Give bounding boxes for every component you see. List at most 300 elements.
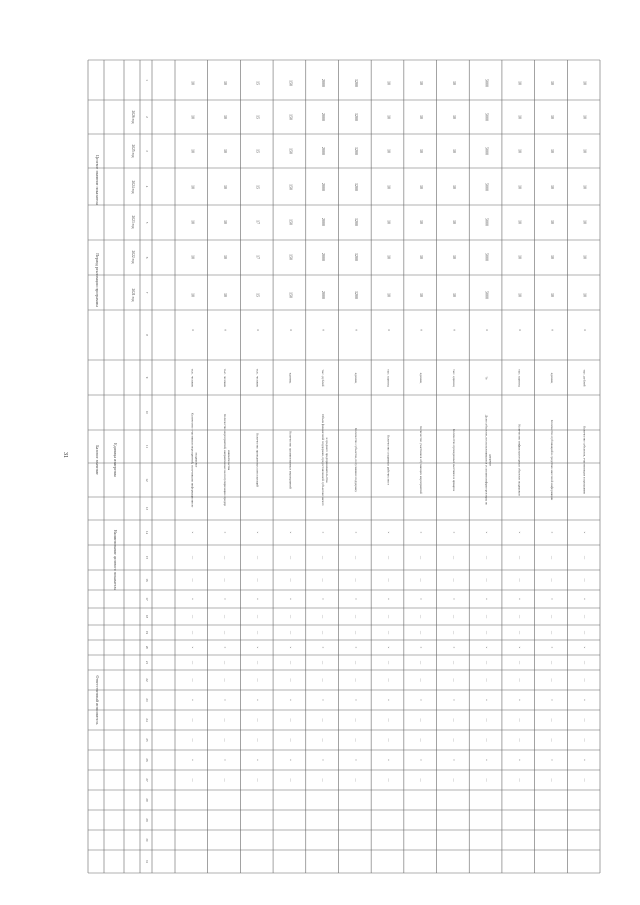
row-marker: × <box>255 646 260 649</box>
row-year-value: 10 <box>549 115 555 119</box>
row-marker: — <box>255 778 260 782</box>
column-number: 22 <box>145 678 149 682</box>
row-marker: — <box>255 578 260 582</box>
row-marker: — <box>321 630 326 635</box>
row-year-value: 15 <box>255 185 261 189</box>
row-marker: — <box>517 718 522 722</box>
row-marker: × <box>386 759 391 761</box>
row-marker: — <box>288 555 293 560</box>
row-marker: — <box>321 738 326 742</box>
row-marker: — <box>223 630 228 635</box>
row-marker: × <box>353 699 358 701</box>
row-marker: × <box>255 598 260 600</box>
row-marker: × <box>223 759 228 761</box>
row-marker: — <box>255 660 260 665</box>
row-indicator-name-cont: и среднего предпринимательства <box>325 437 330 483</box>
column-number: 14 <box>145 530 149 535</box>
row-year-value: 5000 <box>484 291 490 299</box>
row-marker: × <box>419 699 424 701</box>
row-marker: — <box>288 578 293 582</box>
row-marker: — <box>223 578 228 582</box>
row-marker: × <box>321 531 326 534</box>
column-number: 29 <box>145 818 149 822</box>
row-marker: — <box>451 738 456 742</box>
column-number: 13 <box>145 506 149 511</box>
header-final-value: Целевое значение показателя <box>95 155 100 205</box>
row-marker: × <box>386 598 391 600</box>
header-indicator-name: Наименование целевого показателя <box>113 529 118 591</box>
row-marker: — <box>353 555 358 560</box>
row-unit: % <box>484 376 489 380</box>
row-year-value: 5000 <box>484 253 490 261</box>
row-year-value: 10 <box>223 115 229 119</box>
column-number: 16 <box>145 578 149 582</box>
row-marker: — <box>386 738 391 742</box>
row-marker: — <box>321 578 326 582</box>
row-marker: — <box>451 630 456 635</box>
row-marker: × <box>549 699 554 701</box>
row-marker: × <box>582 646 587 649</box>
row-year-value: 10 <box>451 185 457 189</box>
row-final-value: 10 <box>451 81 457 85</box>
row-year-value: 150 <box>288 148 294 154</box>
row-unit: тыс. единиц <box>386 369 391 387</box>
row-year-value: 10 <box>386 293 392 297</box>
row-base-value: × <box>517 328 523 332</box>
row-marker: — <box>549 578 554 582</box>
row-marker: × <box>386 646 391 649</box>
column-number: 4 <box>145 185 149 188</box>
row-indicator-name: Количество созданных рабочих мест <box>386 435 391 485</box>
row-marker: — <box>190 578 195 582</box>
column-number: 8 <box>145 334 149 336</box>
row-year-value: 10 <box>223 220 229 224</box>
row-final-value: 10 <box>517 81 523 85</box>
column-number: 5 <box>145 221 149 224</box>
row-marker: — <box>549 738 554 742</box>
row-marker: — <box>484 718 489 722</box>
row-year-value: 10 <box>517 149 523 153</box>
header-year-4: 2024 год <box>131 180 135 194</box>
row-base-value: × <box>484 328 490 332</box>
row-year-value: 10 <box>582 149 588 153</box>
row-year-value: 15 <box>255 115 261 119</box>
header-year-2: 2022 год <box>131 250 135 264</box>
row-marker: — <box>549 614 554 619</box>
row-marker: — <box>386 614 391 619</box>
row-marker: × <box>288 646 293 649</box>
row-marker: × <box>517 759 522 761</box>
row-indicator-name: Объем финансовой поддержки, предоставленной субъектам малого <box>321 414 326 506</box>
row-marker: — <box>582 718 587 722</box>
column-number: 31 <box>145 859 149 864</box>
row-marker: × <box>484 598 489 600</box>
row-marker: × <box>517 598 522 600</box>
row-marker: — <box>419 678 424 682</box>
row-unit: единиц <box>419 372 424 384</box>
row-indicator-name-cont: инимательства <box>227 450 232 470</box>
row-marker: × <box>353 598 358 600</box>
row-unit: единиц <box>353 372 358 384</box>
row-year-value: 10 <box>549 149 555 153</box>
row-marker: — <box>190 778 195 782</box>
row-marker: — <box>321 555 326 560</box>
row-year-value: 150 <box>288 292 294 298</box>
row-marker: × <box>484 759 489 761</box>
row-marker: — <box>419 718 424 722</box>
row-marker: — <box>549 678 554 682</box>
row-year-value: 10 <box>549 255 555 259</box>
column-number: 1 <box>145 79 149 81</box>
column-number: 18 <box>145 614 149 619</box>
row-marker: — <box>549 660 554 665</box>
row-final-value: 2000 <box>321 79 327 87</box>
row-marker: — <box>484 660 489 665</box>
row-marker: × <box>517 531 522 534</box>
header-program-years: Период реализации программы <box>95 253 100 307</box>
row-marker: — <box>223 614 228 619</box>
row-year-value: 2000 <box>321 291 327 299</box>
row-marker: — <box>419 630 424 635</box>
row-year-value: 150 <box>288 184 294 190</box>
row-indicator-name: Количество инфраструктурных объектов поддержки <box>517 424 522 496</box>
row-marker: — <box>451 718 456 722</box>
row-marker: — <box>484 630 489 635</box>
row-year-value: 2000 <box>321 218 327 226</box>
row-marker: × <box>321 646 326 649</box>
row-marker: — <box>321 660 326 665</box>
row-year-value: 5000 <box>484 147 490 155</box>
row-indicator-name: Количество организованных мероприятий <box>288 431 293 489</box>
row-marker: × <box>223 598 228 600</box>
column-number: 2 <box>145 116 149 118</box>
row-final-value: 10 <box>549 81 555 85</box>
row-marker: — <box>419 555 424 560</box>
row-marker: × <box>451 531 456 534</box>
row-marker: — <box>582 678 587 682</box>
header-year-1: 2021 год <box>131 288 135 302</box>
row-marker: × <box>386 531 391 534</box>
row-marker: — <box>190 630 195 635</box>
row-year-value: 10 <box>582 255 588 259</box>
row-year-value: 10 <box>517 293 523 297</box>
row-marker: — <box>321 678 326 682</box>
column-number: 30 <box>145 838 149 842</box>
row-marker: — <box>517 678 522 682</box>
row-marker: — <box>223 778 228 782</box>
row-marker: × <box>451 598 456 600</box>
row-marker: × <box>223 531 228 534</box>
row-final-value: 1200 <box>353 79 359 87</box>
row-year-value: 1200 <box>353 218 359 226</box>
row-base-value: × <box>223 328 229 332</box>
row-marker: × <box>190 699 195 701</box>
row-marker: — <box>353 660 358 665</box>
column-number: 24 <box>145 718 149 722</box>
row-marker: × <box>353 531 358 534</box>
row-marker: — <box>353 738 358 742</box>
row-year-value: 10 <box>451 255 457 259</box>
header-year-6: 2026 год <box>131 110 135 124</box>
row-year-value: 10 <box>419 115 425 119</box>
row-marker: — <box>288 614 293 619</box>
row-unit: тыс. единиц <box>517 369 522 387</box>
row-marker: — <box>321 718 326 722</box>
row-marker: × <box>517 699 522 701</box>
row-base-value: × <box>549 328 555 332</box>
row-marker: — <box>190 678 195 682</box>
row-final-value: 5000 <box>484 79 490 87</box>
row-year-value: 2000 <box>321 253 327 261</box>
row-marker: — <box>255 614 260 619</box>
row-marker: × <box>353 646 358 649</box>
row-marker: — <box>549 630 554 635</box>
row-marker: × <box>451 759 456 761</box>
row-marker: — <box>517 555 522 560</box>
row-marker: — <box>484 578 489 582</box>
row-marker: — <box>223 678 228 682</box>
row-year-value: 10 <box>223 255 229 259</box>
row-year-value: 10 <box>386 185 392 189</box>
row-marker: — <box>190 718 195 722</box>
row-marker: — <box>419 738 424 742</box>
row-year-value: 1200 <box>353 253 359 261</box>
row-base-value: × <box>288 328 294 332</box>
row-indicator-name-cont: ддержки <box>488 454 493 466</box>
row-year-value: 10 <box>190 255 196 259</box>
row-marker: — <box>190 614 195 619</box>
row-base-value: × <box>451 328 457 332</box>
row-base-value: × <box>255 328 261 332</box>
row-unit: единиц <box>288 372 293 384</box>
row-year-value: 17 <box>255 255 261 259</box>
row-unit: тыс. человек <box>190 368 195 388</box>
row-marker: × <box>288 531 293 534</box>
row-final-value: 10 <box>582 81 588 85</box>
row-year-value: 10 <box>582 220 588 224</box>
row-marker: — <box>419 778 424 782</box>
row-base-value: × <box>386 328 392 332</box>
row-marker: — <box>386 660 391 665</box>
row-marker: × <box>419 759 424 761</box>
row-marker: × <box>190 646 195 649</box>
row-year-value: 150 <box>288 219 294 225</box>
column-number: 11 <box>145 444 149 449</box>
row-year-value: 10 <box>419 185 425 189</box>
row-year-value: 10 <box>549 220 555 224</box>
row-year-value: 10 <box>582 293 588 297</box>
row-marker: × <box>484 699 489 701</box>
row-marker: × <box>549 646 554 649</box>
row-unit: тыс. рублей <box>582 369 587 387</box>
row-year-value: 5000 <box>484 183 490 191</box>
row-marker: × <box>255 699 260 701</box>
row-marker: — <box>484 738 489 742</box>
row-marker: — <box>517 614 522 619</box>
column-number: 19 <box>145 630 149 635</box>
row-marker: — <box>517 630 522 635</box>
row-indicator-name-cont: поддержку <box>194 452 199 468</box>
row-year-value: 10 <box>451 293 457 297</box>
row-marker: — <box>386 630 391 635</box>
column-number: 9 <box>145 376 149 379</box>
header-year-5: 2025 год <box>131 144 135 158</box>
row-marker: — <box>255 630 260 635</box>
row-marker: — <box>484 614 489 619</box>
row-final-value: 10 <box>190 81 196 85</box>
row-year-value: 10 <box>419 255 425 259</box>
row-marker: — <box>386 578 391 582</box>
row-year-value: 10 <box>582 185 588 189</box>
row-year-value: 10 <box>386 149 392 153</box>
row-year-value: 10 <box>190 293 196 297</box>
row-marker: — <box>517 660 522 665</box>
table-text <box>95 79 588 864</box>
row-base-value: × <box>582 328 588 332</box>
row-marker: × <box>353 759 358 761</box>
header-unit: Единица измерения <box>113 443 118 477</box>
row-marker: — <box>386 778 391 782</box>
row-year-value: 10 <box>190 185 196 189</box>
row-marker: × <box>451 699 456 701</box>
row-indicator-name: Количество проведенных выставок и ярмарок <box>451 428 456 492</box>
row-marker: × <box>190 531 195 534</box>
row-marker: × <box>419 598 424 600</box>
row-final-value: 150 <box>288 80 294 86</box>
row-final-value: 10 <box>419 81 425 85</box>
row-year-value: 10 <box>419 220 425 224</box>
row-marker: — <box>353 718 358 722</box>
row-marker: × <box>321 699 326 701</box>
row-marker: × <box>223 646 228 649</box>
row-marker: — <box>223 738 228 742</box>
row-year-value: 10 <box>451 149 457 153</box>
row-marker: — <box>288 738 293 742</box>
row-marker: — <box>419 578 424 582</box>
row-marker: — <box>582 578 587 582</box>
header-responsible: Ответственный исполнитель <box>95 675 100 725</box>
row-marker: — <box>353 630 358 635</box>
row-marker: — <box>353 778 358 782</box>
row-marker: — <box>255 678 260 682</box>
row-year-value: 5000 <box>484 113 490 121</box>
row-year-value: 10 <box>419 149 425 153</box>
row-marker: × <box>288 759 293 761</box>
row-marker: — <box>386 718 391 722</box>
row-marker: — <box>517 778 522 782</box>
row-year-value: 1200 <box>353 113 359 121</box>
row-base-value: × <box>190 328 196 332</box>
column-number: 3 <box>145 150 149 152</box>
row-final-value: 15 <box>255 81 261 85</box>
row-year-value: 10 <box>190 115 196 119</box>
row-marker: × <box>582 531 587 534</box>
row-year-value: 10 <box>386 220 392 224</box>
row-marker: — <box>517 738 522 742</box>
row-marker: × <box>386 699 391 701</box>
row-marker: — <box>190 738 195 742</box>
row-year-value: 150 <box>288 254 294 260</box>
row-indicator-name: Количество участников мероприятий, получивших информационную <box>190 412 195 508</box>
row-year-value: 150 <box>288 114 294 120</box>
row-year-value: 17 <box>255 220 261 224</box>
row-indicator-name: Количество участников обучающих мероприятий <box>419 426 424 494</box>
row-marker: — <box>288 630 293 635</box>
row-marker: — <box>419 614 424 619</box>
row-year-value: 2000 <box>321 147 327 155</box>
row-year-value: 10 <box>451 220 457 224</box>
column-number: 7 <box>145 291 149 294</box>
row-year-value: 10 <box>517 255 523 259</box>
row-marker: — <box>549 555 554 560</box>
row-marker: × <box>321 598 326 600</box>
row-marker: — <box>582 738 587 742</box>
row-marker: — <box>582 630 587 635</box>
row-indicator-name: Доля субъектов, воспользовавшихся услугами инфраструктуры по <box>484 414 489 506</box>
row-marker: × <box>321 759 326 761</box>
row-base-value: × <box>321 328 327 332</box>
row-marker: × <box>484 531 489 534</box>
header-base-value: Базовое значение <box>95 445 100 475</box>
row-marker: — <box>255 555 260 560</box>
row-indicator-name: Количество проведенных консультаций <box>255 433 260 487</box>
row-marker: — <box>255 738 260 742</box>
row-marker: — <box>451 555 456 560</box>
row-marker: × <box>549 759 554 761</box>
row-marker: — <box>288 718 293 722</box>
row-year-value: 10 <box>190 220 196 224</box>
row-marker: — <box>386 555 391 560</box>
row-marker: — <box>451 778 456 782</box>
row-unit: единиц <box>549 372 554 384</box>
row-year-value: 10 <box>223 149 229 153</box>
row-year-value: 10 <box>419 293 425 297</box>
row-marker: × <box>190 598 195 600</box>
column-number: 15 <box>145 555 149 560</box>
page-number: 31 <box>62 452 68 458</box>
row-final-value: 10 <box>386 81 392 85</box>
row-marker: × <box>549 598 554 600</box>
row-marker: — <box>353 578 358 582</box>
row-marker: × <box>255 759 260 761</box>
header-year-3: 2023 год <box>131 215 135 229</box>
column-number: 10 <box>145 410 149 415</box>
row-marker: — <box>484 778 489 782</box>
column-number: 20 <box>145 645 149 650</box>
row-marker: — <box>451 660 456 665</box>
row-year-value: 10 <box>190 149 196 153</box>
row-marker: — <box>582 555 587 560</box>
row-marker: × <box>419 531 424 534</box>
column-number: 27 <box>145 778 149 782</box>
column-number: 17 <box>145 597 149 601</box>
row-indicator-name: Количество субъектов, участвующих в программе <box>582 426 587 494</box>
row-marker: — <box>451 614 456 619</box>
row-marker: — <box>190 660 195 665</box>
row-marker: × <box>484 646 489 649</box>
row-marker: — <box>451 678 456 682</box>
row-year-value: 10 <box>582 115 588 119</box>
row-marker: — <box>386 678 391 682</box>
row-year-value: 1200 <box>353 147 359 155</box>
row-marker: — <box>223 718 228 722</box>
row-year-value: 10 <box>517 220 523 224</box>
column-number: 28 <box>145 798 149 802</box>
column-number: 6 <box>145 256 149 259</box>
row-marker: × <box>255 531 260 534</box>
row-marker: × <box>288 598 293 600</box>
row-marker: — <box>451 578 456 582</box>
